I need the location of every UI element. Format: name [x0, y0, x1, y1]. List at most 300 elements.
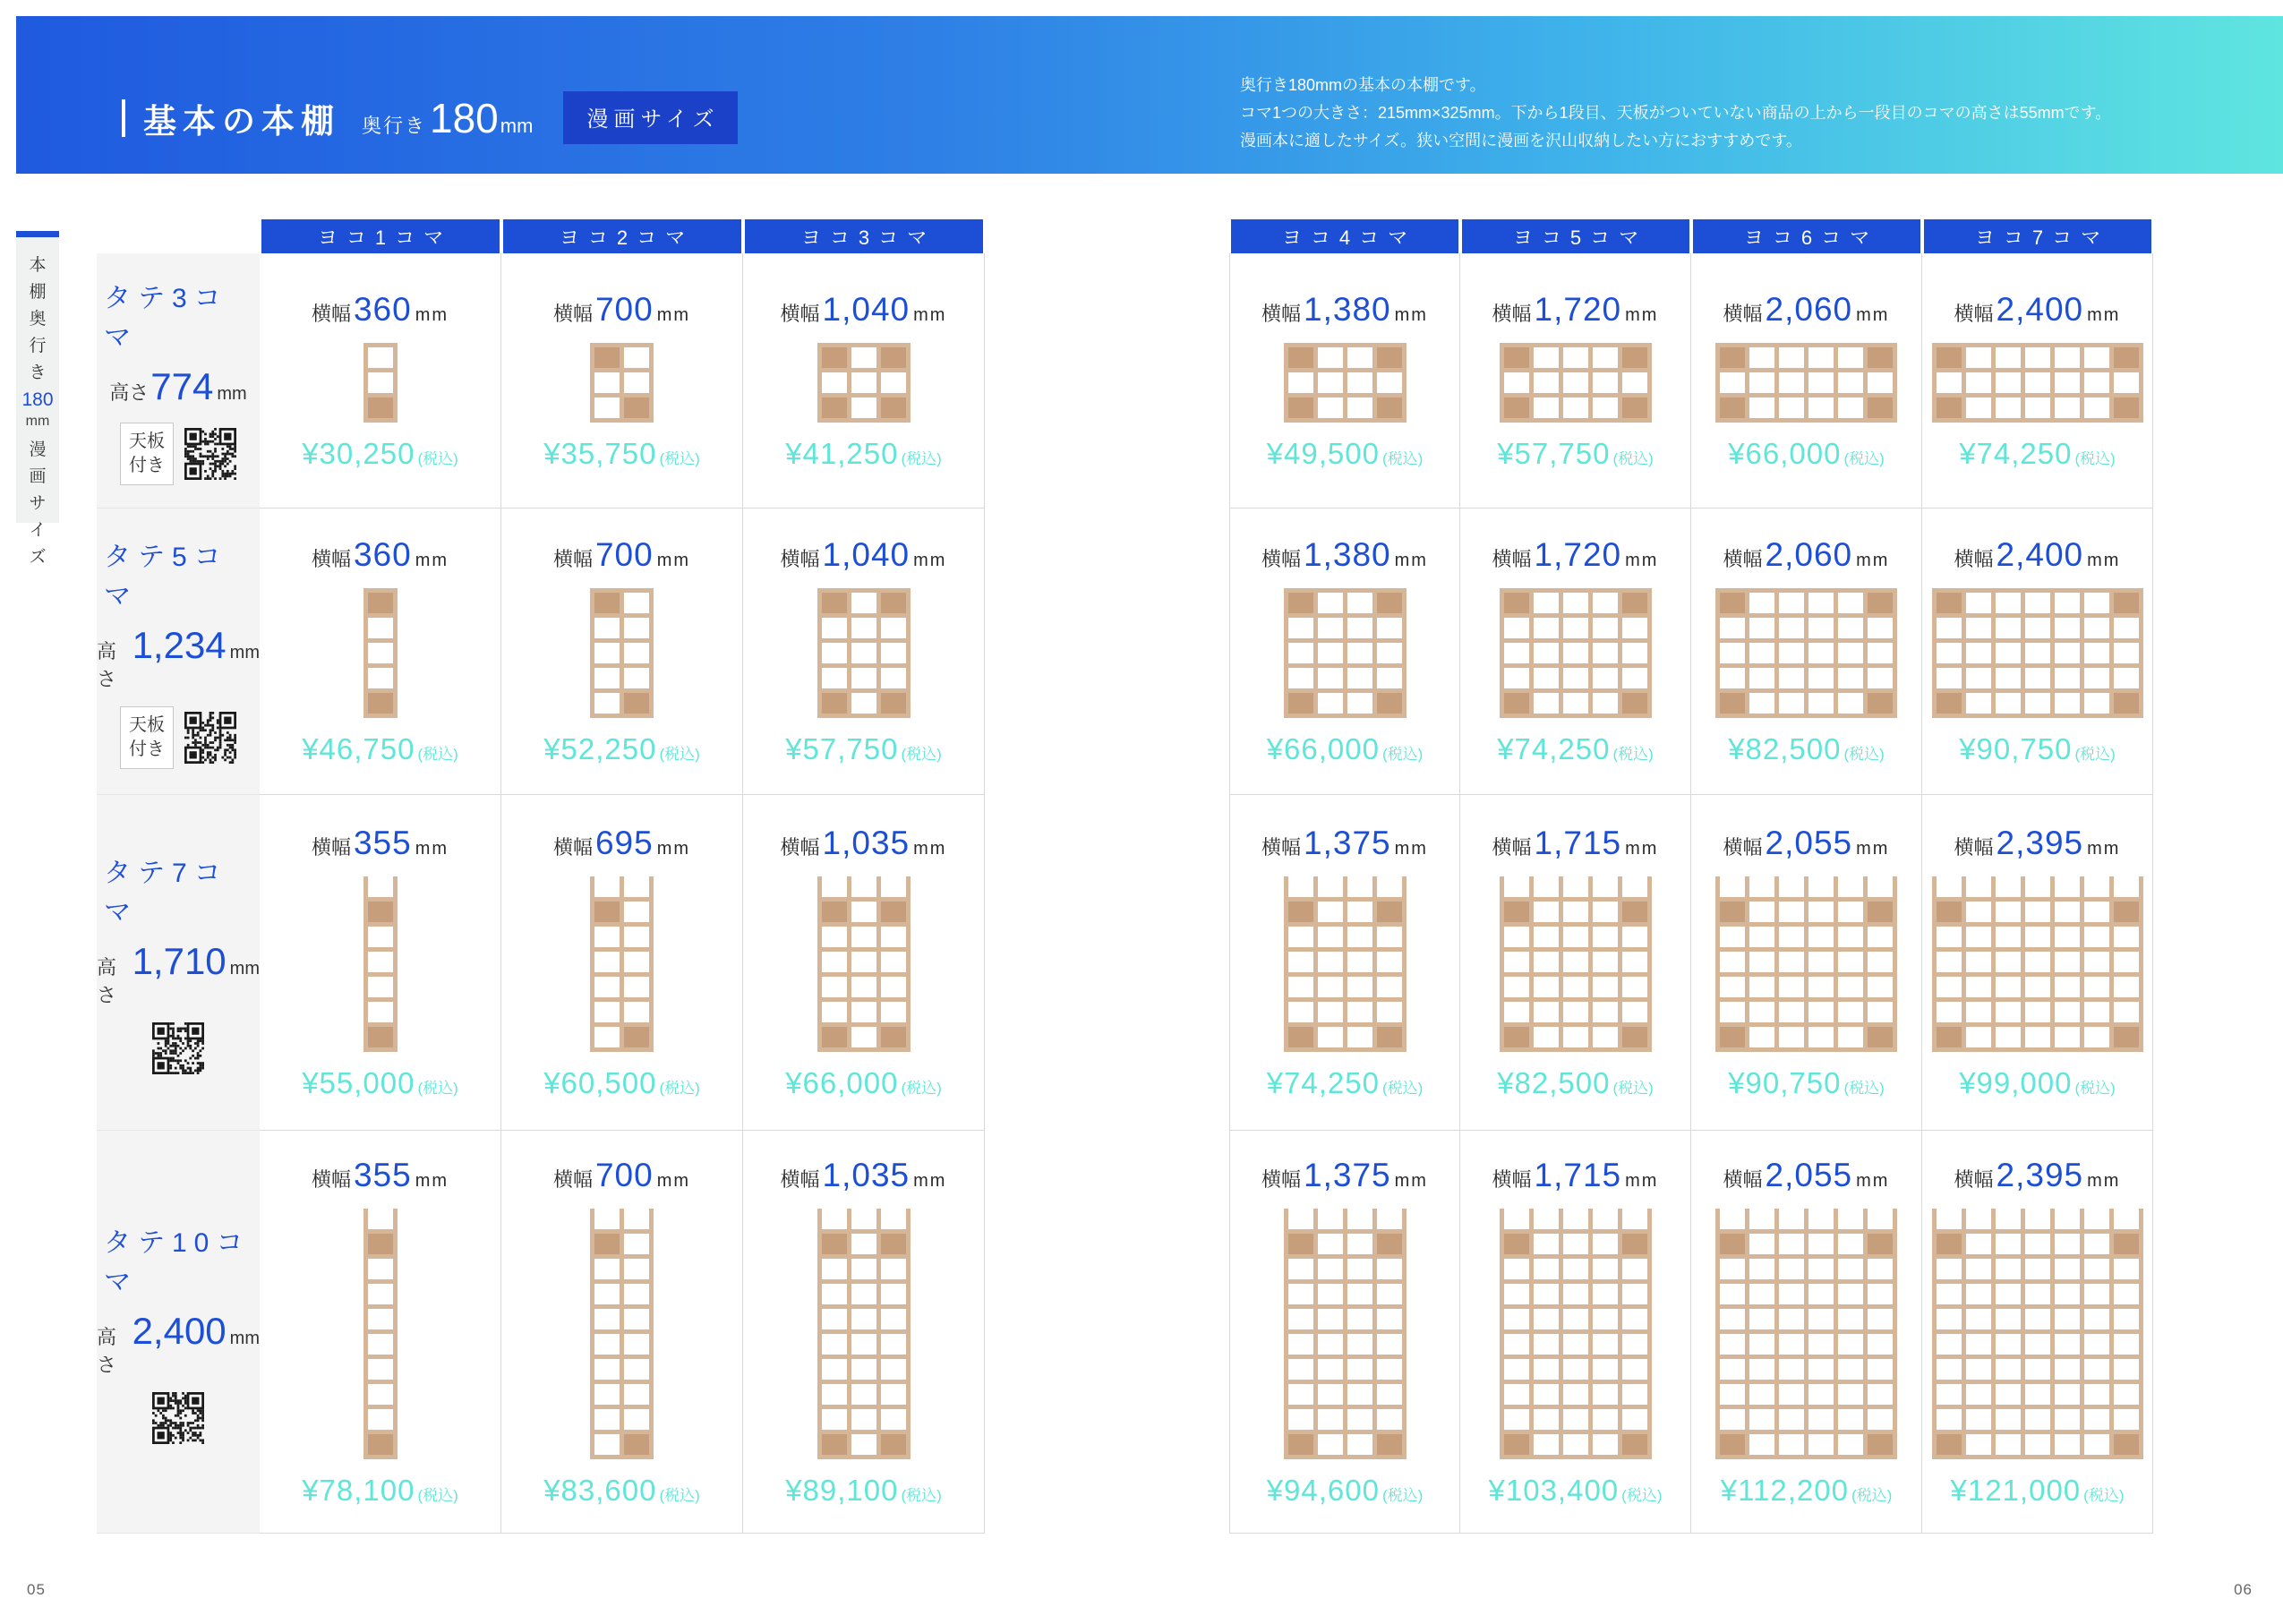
height-value: 774	[150, 365, 214, 407]
price-label	[543, 1066, 700, 1100]
width-unit: mm	[1394, 551, 1428, 570]
diagram-cell	[2114, 1309, 2139, 1329]
product-cell	[1229, 795, 1460, 1131]
diagram-cell	[1996, 1209, 2021, 1229]
diagram-cell	[1749, 668, 1774, 688]
row-header	[97, 795, 260, 1131]
diagram-cell	[851, 693, 876, 714]
width-unit: mm	[913, 304, 947, 325]
width-spec	[1954, 536, 2121, 574]
diagram-cell	[1622, 1434, 1647, 1455]
diagram-cell	[1720, 1234, 1745, 1254]
diagram-cell	[851, 1002, 876, 1022]
diagram-cell	[1808, 593, 1834, 613]
price-value: ¥57,750	[785, 732, 899, 765]
diagram-cell	[1808, 977, 1834, 997]
diagram-cell	[1996, 1027, 2021, 1047]
diagram-cell	[1347, 1309, 1372, 1329]
diagram-cell	[1563, 347, 1588, 368]
shelf-diagram	[1284, 588, 1407, 718]
diagram-cell	[2084, 952, 2109, 972]
price-value: ¥82,500	[1728, 732, 1842, 765]
diagram-cell	[1868, 397, 1893, 418]
diagram-cell	[2055, 1409, 2080, 1430]
price-label	[785, 437, 942, 471]
diagram-cell	[368, 668, 393, 688]
diagram-cell	[1966, 1234, 1991, 1254]
tax-included-suffix: (税込)	[1381, 449, 1424, 467]
shelf-diagram	[1932, 1209, 2143, 1459]
width-unit: mm	[2087, 551, 2121, 570]
diagram-cell	[1563, 1309, 1588, 1329]
shelf-diagram	[1500, 1209, 1652, 1459]
diagram-cell	[1563, 1434, 1588, 1455]
price-label	[302, 437, 458, 471]
diagram-cell	[594, 1209, 620, 1229]
diagram-cell	[624, 1359, 649, 1380]
diagram-cell	[1720, 643, 1745, 663]
diagram-cell	[1966, 1384, 1991, 1405]
diagram-cell	[1593, 643, 1618, 663]
diagram-cell	[1347, 1409, 1372, 1430]
diagram-cell	[2114, 693, 2139, 714]
diagram-cell	[2025, 372, 2050, 393]
width-spec	[1954, 291, 2121, 329]
diagram-cell	[1347, 347, 1372, 368]
diagram-cell	[851, 1434, 876, 1455]
diagram-cell	[1318, 1002, 1343, 1022]
diagram-cell	[2055, 902, 2080, 922]
diagram-cell	[2055, 1259, 2080, 1279]
tax-included-suffix: (税込)	[417, 449, 458, 467]
diagram-cell	[1966, 1359, 1991, 1380]
diagram-cell	[368, 876, 393, 897]
price-label	[1267, 732, 1424, 766]
diagram-cell	[1868, 927, 1893, 947]
diagram-cell	[368, 1334, 393, 1355]
width-label: 横幅	[1723, 1167, 1763, 1191]
diagram-cell	[1622, 952, 1647, 972]
diagram-cell	[851, 1259, 876, 1279]
height-spec	[97, 624, 260, 692]
diagram-cell	[2114, 1027, 2139, 1047]
diagram-cell	[368, 1384, 393, 1405]
diagram-cell	[881, 1334, 906, 1355]
diagram-cell	[1622, 693, 1647, 714]
side-tab-char: イ	[29, 521, 47, 540]
diagram-cell	[822, 1409, 847, 1430]
tax-included-suffix: (税込)	[659, 746, 700, 763]
diagram-cell	[1720, 1409, 1745, 1430]
diagram-cell	[1966, 977, 1991, 997]
diagram-cell	[1720, 593, 1745, 613]
diagram-cell	[1288, 876, 1313, 897]
column-header: ヨコ3コマ	[745, 219, 983, 253]
diagram-cell	[2114, 593, 2139, 613]
price-label	[1497, 732, 1654, 766]
diagram-cell	[1593, 397, 1618, 418]
diagram-cell	[2114, 1284, 2139, 1304]
diagram-cell	[1808, 1309, 1834, 1329]
diagram-cell	[594, 1384, 620, 1405]
diagram-cell	[1563, 593, 1588, 613]
diagram-cell	[1347, 693, 1372, 714]
diagram-cell	[1622, 372, 1647, 393]
product-cell	[1460, 253, 1691, 509]
width-unit: mm	[1394, 839, 1428, 859]
diagram-cell	[1504, 902, 1529, 922]
shelf-diagram	[817, 1209, 911, 1459]
diagram-cell	[1838, 1209, 1863, 1229]
product-cell	[1691, 1131, 1922, 1534]
price-label	[1959, 1066, 2116, 1100]
width-label: 横幅	[1261, 302, 1302, 325]
diagram-cell	[1838, 1409, 1863, 1430]
diagram-cell	[594, 1284, 620, 1304]
diagram-cell	[881, 1409, 906, 1430]
diagram-cell	[822, 1334, 847, 1355]
diagram-cell	[822, 372, 847, 393]
diagram-cell	[1504, 1259, 1529, 1279]
diagram-cell	[881, 372, 906, 393]
diagram-cell	[1937, 1384, 1962, 1405]
width-label: 横幅	[1723, 836, 1763, 859]
width-spec	[553, 536, 690, 574]
diagram-cell	[1749, 1259, 1774, 1279]
price-value: ¥57,750	[1497, 436, 1611, 470]
diagram-cell	[1377, 618, 1402, 638]
diagram-cell	[2084, 1259, 2109, 1279]
diagram-cell	[1347, 618, 1372, 638]
diagram-cell	[851, 1234, 876, 1254]
diagram-cell	[1563, 397, 1588, 418]
price-label	[543, 1474, 700, 1508]
diagram-cell	[1966, 952, 1991, 972]
diagram-cell	[1593, 1259, 1618, 1279]
diagram-cell	[1966, 593, 1991, 613]
diagram-cell	[1288, 952, 1313, 972]
page-number-left: 05	[27, 1581, 46, 1598]
diagram-cell	[1504, 1027, 1529, 1047]
price-value: ¥66,000	[1266, 732, 1380, 765]
diagram-cell	[1779, 372, 1804, 393]
diagram-cell	[1779, 693, 1804, 714]
price-label	[785, 1066, 942, 1100]
diagram-cell	[1937, 668, 1962, 688]
diagram-cell	[1377, 876, 1402, 897]
diagram-cell	[1808, 668, 1834, 688]
diagram-cell	[1534, 397, 1559, 418]
shelf-diagram	[1284, 343, 1407, 423]
diagram-cell	[1377, 1209, 1402, 1229]
diagram-cell	[1288, 1209, 1313, 1229]
tax-included-suffix: (税込)	[2074, 449, 2116, 467]
diagram-cell	[1593, 618, 1618, 638]
diagram-cell	[1779, 1384, 1804, 1405]
height-label: 高さ	[97, 956, 117, 1006]
diagram-cell	[2055, 927, 2080, 947]
tax-included-suffix: (税込)	[2074, 1080, 2116, 1097]
diagram-cell	[1347, 876, 1372, 897]
diagram-cell	[1966, 1309, 1991, 1329]
diagram-cell	[1288, 902, 1313, 922]
tax-included-suffix: (税込)	[659, 1486, 700, 1504]
tax-included-suffix: (税込)	[659, 1080, 700, 1097]
price-value: ¥89,100	[785, 1473, 899, 1507]
side-tab-depth-value: 180	[21, 389, 54, 410]
diagram-cell	[2114, 952, 2139, 972]
diagram-cell	[1622, 1209, 1647, 1229]
height-spec	[97, 1310, 260, 1378]
top-board-badge	[120, 423, 174, 485]
diagram-cell	[1838, 1309, 1863, 1329]
diagram-cell	[2025, 668, 2050, 688]
width-value: 360	[353, 536, 412, 573]
left-table	[97, 219, 985, 1534]
diagram-cell	[2025, 1259, 2050, 1279]
shelf-diagram	[1284, 1209, 1407, 1459]
page-number-right: 06	[2234, 1581, 2253, 1598]
diagram-cell	[2114, 902, 2139, 922]
width-label: 横幅	[1723, 302, 1763, 325]
diagram-cell	[1563, 1027, 1588, 1047]
diagram-cell	[368, 1409, 393, 1430]
depth-label: 奥行き	[362, 114, 427, 137]
diagram-cell	[1808, 397, 1834, 418]
price-value: ¥82,500	[1497, 1066, 1611, 1099]
diagram-cell	[1720, 668, 1745, 688]
diagram-cell	[1377, 693, 1402, 714]
diagram-cell	[822, 1434, 847, 1455]
tax-included-suffix: (税込)	[901, 449, 942, 467]
diagram-cell	[1622, 1384, 1647, 1405]
shelf-diagram	[363, 343, 398, 423]
diagram-cell	[624, 347, 649, 368]
row-header-extras	[120, 423, 236, 485]
diagram-cell	[1563, 1209, 1588, 1229]
diagram-cell	[851, 1027, 876, 1047]
diagram-cell	[1318, 1209, 1343, 1229]
shelf-diagram	[1500, 876, 1652, 1052]
width-unit: mm	[913, 839, 947, 859]
diagram-cell	[1966, 643, 1991, 663]
diagram-cell	[1622, 902, 1647, 922]
diagram-cell	[1996, 952, 2021, 972]
tax-included-suffix: (税込)	[1381, 746, 1424, 763]
price-value: ¥121,000	[1950, 1473, 2082, 1507]
product-cell	[743, 1131, 985, 1534]
price-value: ¥30,250	[302, 436, 415, 470]
diagram-cell	[1504, 1359, 1529, 1380]
width-spec	[781, 825, 947, 862]
diagram-cell	[1593, 1209, 1618, 1229]
diagram-cell	[1563, 977, 1588, 997]
diagram-cell	[1318, 1359, 1343, 1380]
diagram-cell	[1808, 1409, 1834, 1430]
diagram-cell	[1779, 952, 1804, 972]
diagram-cell	[1377, 1359, 1402, 1380]
diagram-cell	[851, 618, 876, 638]
diagram-cell	[2055, 977, 2080, 997]
diagram-cell	[1534, 618, 1559, 638]
diagram-cell	[851, 668, 876, 688]
shelf-diagram	[590, 343, 654, 423]
tax-included-suffix: (税込)	[1612, 746, 1654, 763]
diagram-cell	[1593, 1359, 1618, 1380]
width-spec	[1261, 825, 1428, 862]
diagram-cell	[1593, 347, 1618, 368]
width-value: 355	[353, 825, 412, 861]
diagram-cell	[2084, 1309, 2109, 1329]
row-label: タテ3コマ	[104, 284, 228, 353]
diagram-cell	[2114, 1234, 2139, 1254]
diagram-cell	[2114, 977, 2139, 997]
height-unit: mm	[217, 384, 247, 404]
diagram-cell	[1563, 876, 1588, 897]
diagram-cell	[1622, 643, 1647, 663]
diagram-cell	[1318, 952, 1343, 972]
width-spec	[553, 1157, 690, 1194]
diagram-cell	[1288, 1384, 1313, 1405]
diagram-cell	[594, 927, 620, 947]
shelf-diagram	[1715, 876, 1897, 1052]
width-value: 1,040	[822, 290, 911, 328]
diagram-cell	[2055, 1209, 2080, 1229]
width-spec	[1954, 825, 2121, 862]
width-value: 2,055	[1765, 825, 1853, 861]
diagram-cell	[1288, 1434, 1313, 1455]
diagram-cell	[1622, 1259, 1647, 1279]
width-spec	[553, 291, 690, 329]
price-label	[1721, 1474, 1893, 1508]
diagram-cell	[1622, 927, 1647, 947]
diagram-cell	[1377, 397, 1402, 418]
diagram-cell	[1937, 1284, 1962, 1304]
diagram-cell	[1563, 693, 1588, 714]
diagram-cell	[1318, 347, 1343, 368]
price-label	[785, 1474, 942, 1508]
width-value: 355	[353, 1156, 412, 1193]
width-spec	[1492, 536, 1659, 574]
row-header-extras	[120, 706, 236, 769]
title-accent-bar	[122, 99, 125, 137]
diagram-cell	[1996, 1284, 2021, 1304]
qr-code	[152, 1392, 204, 1444]
diagram-cell	[594, 1259, 620, 1279]
price-value: ¥52,250	[543, 732, 657, 765]
diagram-cell	[822, 902, 847, 922]
diagram-cell	[594, 693, 620, 714]
width-unit: mm	[656, 839, 691, 859]
diagram-cell	[1318, 1284, 1343, 1304]
tax-included-suffix: (税込)	[901, 1486, 942, 1504]
width-spec	[312, 291, 449, 329]
diagram-cell	[1622, 618, 1647, 638]
diagram-cell	[1563, 643, 1588, 663]
diagram-cell	[1622, 1234, 1647, 1254]
diagram-cell	[1318, 876, 1343, 897]
diagram-cell	[2025, 397, 2050, 418]
product-cell	[1922, 509, 2153, 795]
diagram-cell	[881, 1284, 906, 1304]
diagram-cell	[1504, 593, 1529, 613]
diagram-cell	[1996, 1234, 2021, 1254]
width-value: 1,715	[1534, 825, 1622, 861]
diagram-cell	[822, 1209, 847, 1229]
price-label	[543, 437, 700, 471]
diagram-cell	[881, 1259, 906, 1279]
diagram-cell	[1563, 668, 1588, 688]
width-unit: mm	[913, 1170, 947, 1191]
diagram-cell	[368, 1309, 393, 1329]
diagram-cell	[2084, 1284, 2109, 1304]
diagram-cell	[1749, 1209, 1774, 1229]
diagram-cell	[1868, 1259, 1893, 1279]
width-unit: mm	[415, 304, 449, 325]
diagram-cell	[1504, 668, 1529, 688]
diagram-cell	[1288, 1027, 1313, 1047]
price-label	[302, 1474, 458, 1508]
width-label: 横幅	[1954, 836, 1994, 859]
diagram-cell	[1288, 593, 1313, 613]
height-value: 2,400	[132, 1309, 227, 1352]
diagram-cell	[2114, 347, 2139, 368]
diagram-cell	[624, 618, 649, 638]
width-unit: mm	[656, 551, 691, 570]
width-label: 横幅	[780, 548, 820, 570]
diagram-cell	[2055, 372, 2080, 393]
diagram-cell	[1534, 593, 1559, 613]
diagram-cell	[1288, 643, 1313, 663]
diagram-cell	[1318, 1334, 1343, 1355]
diagram-cell	[1779, 977, 1804, 997]
diagram-cell	[1622, 876, 1647, 897]
diagram-cell	[1996, 1434, 2021, 1455]
product-cell	[1229, 253, 1460, 509]
width-label: 横幅	[552, 836, 593, 859]
width-label: 横幅	[1954, 302, 1994, 325]
diagram-cell	[368, 1234, 393, 1254]
diagram-cell	[1966, 372, 1991, 393]
width-value: 2,400	[1996, 536, 2084, 573]
diagram-cell	[2055, 397, 2080, 418]
product-cell	[260, 1131, 501, 1534]
diagram-cell	[2114, 927, 2139, 947]
width-unit: mm	[656, 1170, 691, 1191]
diagram-cell	[368, 977, 393, 997]
tax-included-suffix: (税込)	[2083, 1486, 2125, 1504]
width-value: 1,380	[1304, 290, 1391, 328]
diagram-cell	[1593, 693, 1618, 714]
diagram-cell	[1593, 927, 1618, 947]
diagram-cell	[1779, 347, 1804, 368]
width-unit: mm	[415, 551, 449, 570]
diagram-cell	[2025, 593, 2050, 613]
diagram-cell	[2055, 1309, 2080, 1329]
diagram-cell	[2114, 1334, 2139, 1355]
tax-included-suffix: (税込)	[1612, 1080, 1654, 1097]
diagram-cell	[624, 977, 649, 997]
diagram-cell	[368, 1284, 393, 1304]
width-label: 横幅	[1723, 548, 1763, 570]
diagram-cell	[851, 927, 876, 947]
diagram-cell	[1749, 397, 1774, 418]
diagram-cell	[2084, 693, 2109, 714]
diagram-cell	[1318, 372, 1343, 393]
diagram-cell	[1347, 1027, 1372, 1047]
price-value: ¥83,600	[543, 1473, 657, 1507]
product-cell	[260, 509, 501, 795]
